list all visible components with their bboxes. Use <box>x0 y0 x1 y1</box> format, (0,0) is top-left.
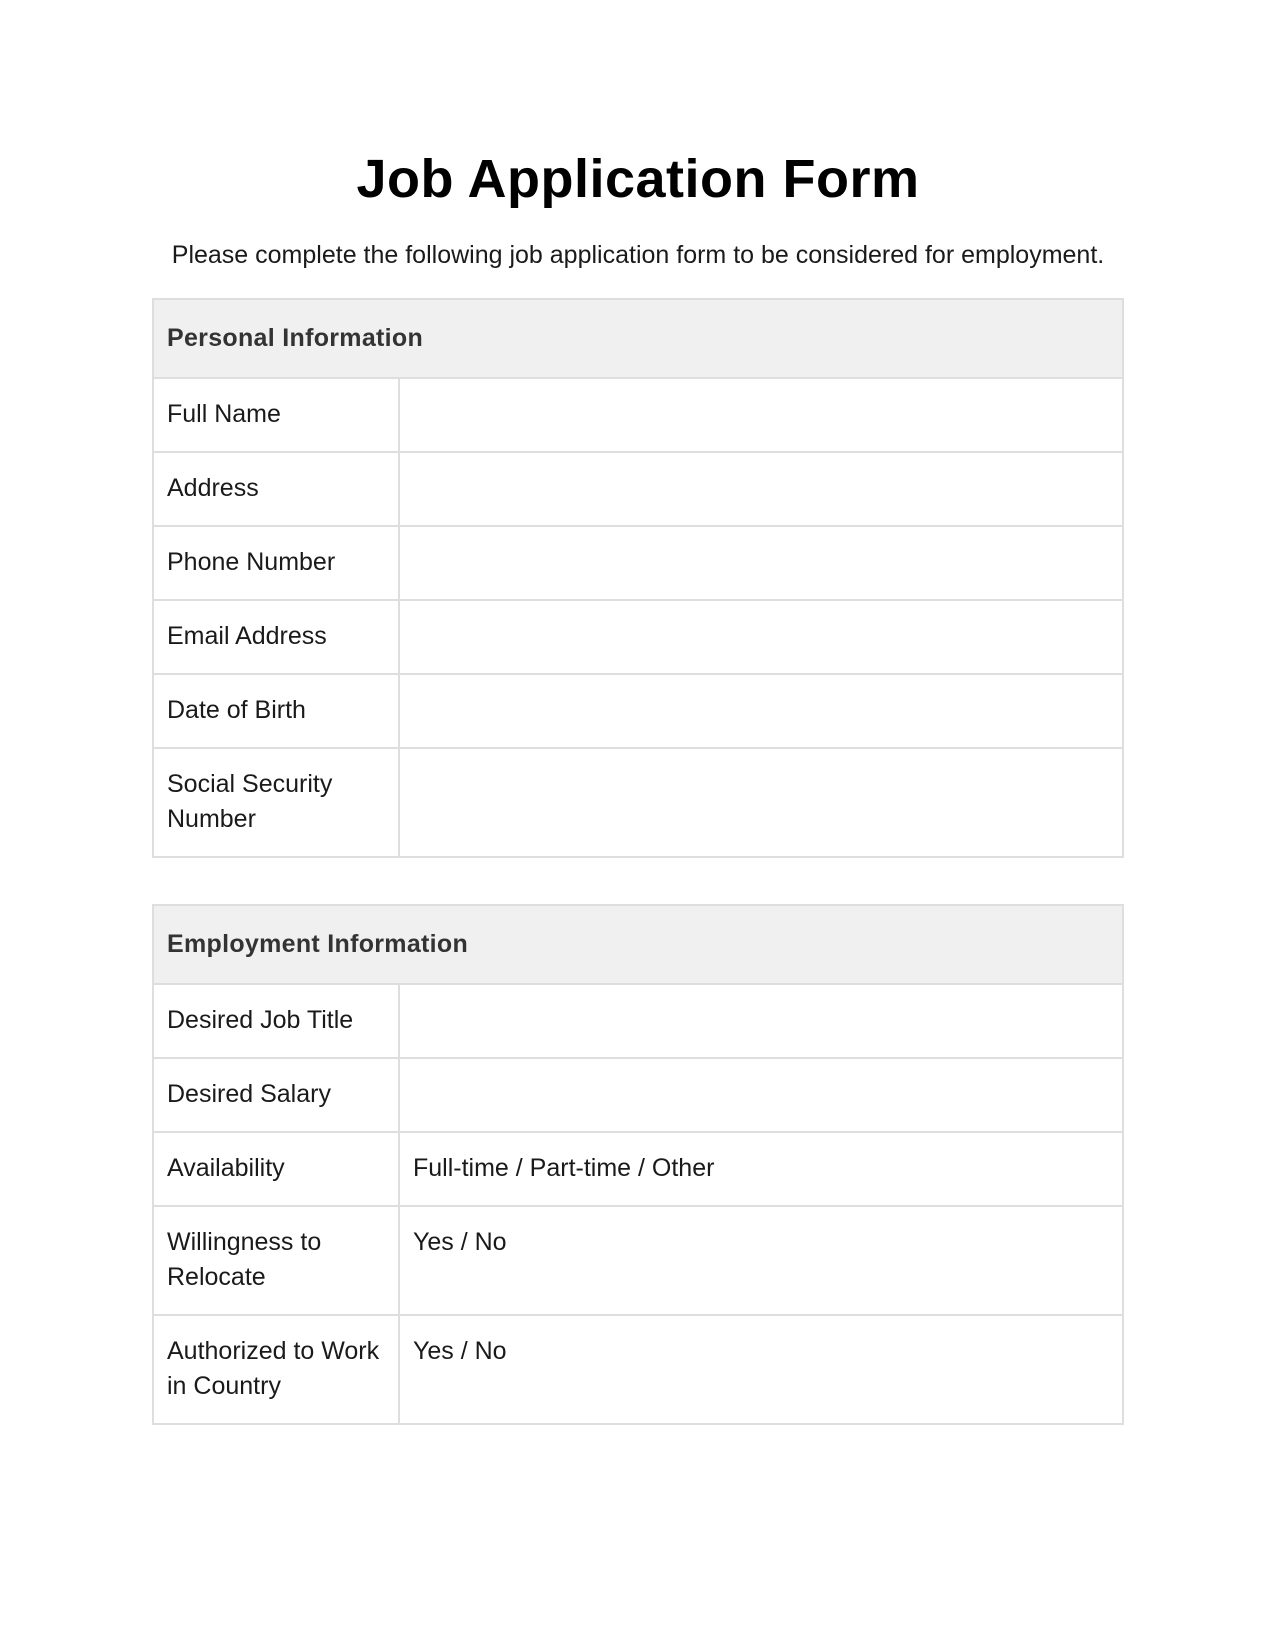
row-label-desired-salary: Desired Salary <box>153 1058 399 1132</box>
table-row-desired-job-title <box>153 984 1123 1058</box>
row-label-phone-number: Phone Number <box>153 526 399 600</box>
row-label-authorized-to-work-in-country: Authorized to Work in Country <box>153 1315 399 1424</box>
row-label-desired-job-title: Desired Job Title <box>153 984 399 1058</box>
table-row-desired-salary <box>153 1058 1123 1132</box>
section-title-personal-information: Personal Information <box>153 299 1123 378</box>
table-row-social-security-number <box>153 748 1123 857</box>
table-row-willingness-to-relocate <box>153 1206 1123 1315</box>
table-row-address <box>153 452 1123 526</box>
section-title-employment-information: Employment Information <box>153 905 1123 984</box>
row-label-social-security-number: Social Security Number <box>153 748 399 857</box>
table-row-availability <box>153 1132 1123 1206</box>
field-full-name[interactable] <box>399 378 1123 452</box>
field-date-of-birth[interactable] <box>399 674 1123 748</box>
table-row-authorized-to-work-in-country <box>153 1315 1123 1424</box>
section-header-row <box>153 905 1123 984</box>
table-row-date-of-birth <box>153 674 1123 748</box>
row-label-address: Address <box>153 452 399 526</box>
row-label-date-of-birth: Date of Birth <box>153 674 399 748</box>
field-address[interactable] <box>399 452 1123 526</box>
field-availability[interactable]: Full-time / Part-time / Other <box>399 1132 1123 1206</box>
field-willingness-to-relocate[interactable]: Yes / No <box>399 1206 1123 1315</box>
field-desired-job-title[interactable] <box>399 984 1123 1058</box>
field-authorized-to-work-in-country[interactable]: Yes / No <box>399 1315 1123 1424</box>
row-label-availability: Availability <box>153 1132 399 1206</box>
personal-information-table <box>152 298 1124 858</box>
table-row-phone-number <box>153 526 1123 600</box>
table-row-full-name <box>153 378 1123 452</box>
row-label-full-name: Full Name <box>153 378 399 452</box>
table-row-email-address <box>153 600 1123 674</box>
page-title: Job Application Form <box>356 149 920 209</box>
field-phone-number[interactable] <box>399 526 1123 600</box>
employment-information-table <box>152 904 1124 1425</box>
row-label-email-address: Email Address <box>153 600 399 674</box>
row-label-willingness-to-relocate: Willingness to Relocate <box>153 1206 399 1315</box>
field-email-address[interactable] <box>399 600 1123 674</box>
field-desired-salary[interactable] <box>399 1058 1123 1132</box>
field-social-security-number[interactable] <box>399 748 1123 857</box>
section-header-row <box>153 299 1123 378</box>
page-subtitle: Please complete the following job application form to be considered for employment. <box>171 241 1105 270</box>
